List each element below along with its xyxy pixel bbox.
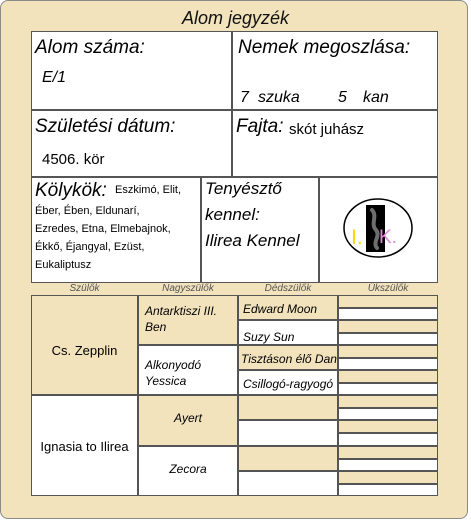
great-great-grandparent-15 [338,471,438,484]
great-great-grandparent-11 [338,420,438,433]
great-great-grandparent-13 [338,446,438,459]
grandparent-1 [138,295,238,345]
sex-ratio-box [232,31,438,110]
breeder-line-3: Ilirea Kennel [205,231,300,250]
parent-sire-name: Cs. Zepplin [51,343,118,358]
breed-value: skót juhász [289,121,365,138]
great-grandparent-8 [238,471,338,496]
great-grandparent-1-name: Edward Moon [243,302,318,316]
great-great-grandparent-14 [338,459,438,471]
puppies-line-2: Éber, Ében, Eldunarí, [35,205,140,217]
great-great-grandparent-2 [338,308,438,320]
grandparent-4 [138,446,238,496]
sex-ratio-label: Nemek megoszlása: [238,37,411,58]
logo-box [319,177,438,283]
puppies-label: Kölykök: [35,180,107,201]
great-grandparent-4 [238,370,338,395]
birth-date-value: 4506. kör [42,151,105,168]
great-great-grandparent-4 [338,333,438,345]
great-great-grandparent-6 [338,358,438,370]
puppies-line-4: Ékkő, Éjangyal, Ezüst, [35,241,145,253]
puppies-box [31,177,201,283]
great-great-grandparent-16 [338,484,438,496]
grandparent-4-line-1: Zecora [169,462,207,476]
breeder-line-2: kennel: [205,205,260,224]
puppies-line-5: Eukaliptusz [35,259,92,271]
great-grandparent-6 [238,420,338,446]
breeder-box [201,177,319,283]
great-grandparent-2-name: Suzy Sun [243,330,295,344]
great-grandparent-1 [238,295,338,320]
header-great-grandparents: Dédszülők [264,283,312,294]
great-grandparent-3 [238,345,338,370]
page-title: Alom jegyzék [181,8,290,28]
litter-number-label: Alom száma: [35,37,145,58]
great-great-grandparent-7 [338,370,438,383]
birth-date-box [31,110,232,177]
great-grandparent-4-name: Csillogó-ragyogó [243,377,334,391]
females-count: 7 [240,89,249,106]
litter-number-box [31,31,232,110]
grandparent-3 [138,395,238,446]
great-great-grandparent-3 [338,320,438,333]
great-great-grandparent-9 [338,395,438,408]
birth-date-label: Születési dátum: [35,116,176,137]
grandparent-2-line-1: Alkonyodó [145,358,202,372]
males-count: 5 [338,89,347,106]
great-great-grandparent-1 [338,295,438,308]
great-grandparent-3-name: Tisztáson élő Dan [241,352,337,366]
grandparent-1-line-1: Antarktiszi III. [145,304,218,318]
puppies-line-1: Eszkimó, Elit, [115,184,182,196]
males-label: kan [363,89,389,106]
grandparent-1-line-2: Ben [145,320,167,334]
parent-sire [31,295,138,395]
parent-dam-name: Ignasia to Ilirea [40,439,129,454]
puppies-line-3: Ezredes, Etna, Elmebajnok, [35,223,171,235]
great-great-grandparent-12 [338,433,438,446]
breed-label: Fajta: [236,116,284,137]
great-great-grandparent-8 [338,383,438,395]
breed-box [232,110,438,177]
great-grandparent-2 [238,320,338,345]
great-grandparent-5 [238,395,338,420]
grandparent-3-line-1: Ayert [174,411,202,425]
header-great-great-grandparents: Ükszülők [367,283,409,294]
breeder-line-1: Tenyésztő [205,179,282,198]
header-grandparents: Nagyszülők [162,283,214,294]
logo-initial-k: K. [379,227,397,248]
great-grandparent-7 [238,446,338,471]
grandparent-2-line-2: Yessica [145,374,187,388]
parent-dam [31,395,138,496]
great-great-grandparent-5 [338,345,438,358]
grandparent-2 [138,345,238,395]
header-parents: Szülők [69,283,100,294]
litter-number-value: E/1 [42,69,67,86]
great-great-grandparent-10 [338,408,438,420]
females-label: szuka [258,89,300,106]
logo-initial-i: I. [351,226,363,249]
